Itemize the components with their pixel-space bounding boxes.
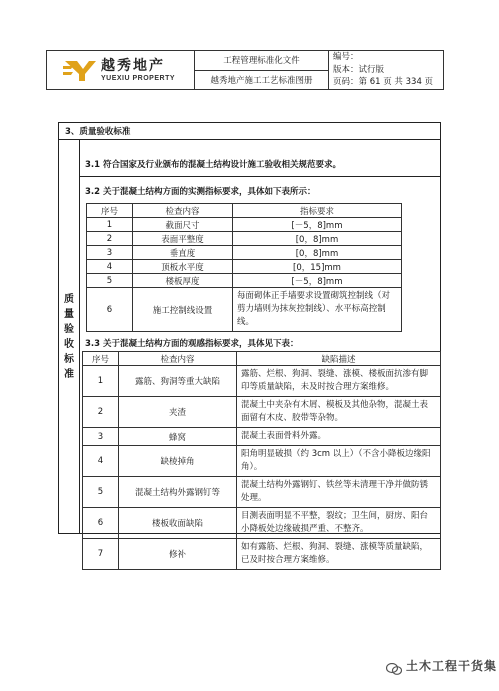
doc-title: 越秀地产施工工艺标准图册 (195, 70, 328, 90)
table-header: 序号 (87, 204, 133, 218)
table-row: 7 修补 如有露筋、烂根、狗洞、裂缝、涨模等质量缺陷，已及时按合理方案维修。 (83, 539, 441, 570)
table-header: 缺陷描述 (237, 352, 441, 366)
doc-type: 工程管理标准化文件 (223, 56, 300, 67)
table-row: 2 表面平整度 [0，8]mm (87, 232, 402, 246)
table-header: 指标要求 (233, 204, 402, 218)
table-row: 2 夹渣 混凝土中夹杂有木屑、模板及其他杂物，混凝土表面留有木皮、胶带等杂物。 (83, 397, 441, 428)
doc-version: 版本：试行版 (333, 64, 385, 75)
document-header (46, 50, 444, 90)
page-number: 页码：第 61 页 共 334 页 (333, 77, 434, 88)
table-row: 3 垂直度 [0，8]mm (87, 246, 402, 260)
divider (79, 176, 440, 177)
table-row: 4 顶板水平度 [0，15]mm (87, 260, 402, 274)
yuexiu-logo-icon (63, 57, 97, 83)
section-title: 3、质量验收标准 (59, 123, 440, 140)
paragraph-3-2: 3.2 关于混凝土结构方面的实测指标要求，具体如下表所示： (85, 187, 316, 197)
table-row: 1 露筋、狗洞等重大缺陷 露筋、烂根、狗洞、裂缝、涨模、楼板面抗渗有脚印等质量缺陷，未及时按合理方案维修。 (83, 366, 441, 397)
visual-indicators-table (82, 351, 441, 570)
table-header: 检查内容 (133, 204, 233, 218)
doc-number: 编号： (333, 51, 359, 62)
wechat-icon (386, 660, 402, 672)
logo-en-text: YUEXIU PROPERTY (101, 74, 176, 82)
measured-indicators-table (86, 203, 402, 332)
watermark (386, 657, 497, 674)
table-row: 4 缺棱掉角 阳角明显破损（约 3cm 以上）（不含小降板边缘阳角）。 (83, 446, 441, 477)
table-row: 5 楼板厚度 [－5，8]mm (87, 274, 402, 288)
table-row: 3 蜂窝 混凝土表面骨料外露。 (83, 428, 441, 446)
quality-acceptance-section (58, 122, 441, 565)
table-header: 序号 (83, 352, 119, 366)
paragraph-3-1: 3.1 符合国家及行业颁布的混凝土结构设计施工验收相关规范要求。 (85, 160, 342, 170)
vertical-section-label: 质 量 验 收 标 准 (59, 140, 80, 533)
logo-cn-text: 越秀地产 (101, 57, 165, 74)
table-row: 5 混凝土结构外露钢钉等 混凝土结构外露钢钉、铁丝等未清理干净并做防锈处理。 (83, 477, 441, 508)
table-row: 1 截面尺寸 [－5，8]mm (87, 218, 402, 232)
watermark-text: 土木工程干货集 (406, 659, 498, 673)
table-row: 6 施工控制线设置 每面砌体正手墙要求设置砌筑控制线（对剪力墙则为抹灰控制线）、水平标高控制线。 (87, 288, 402, 332)
table-header: 检查内容 (119, 352, 237, 366)
table-row: 6 楼板收面缺陷 目测表面明显不平整，裂纹；卫生间，厨房、阳台小降板处边缘破损严重、不整齐。 (83, 508, 441, 539)
paragraph-3-3: 3.3 关于混凝土结构方面的观感指标要求，具体见下表： (85, 339, 299, 349)
company-logo (47, 51, 195, 89)
